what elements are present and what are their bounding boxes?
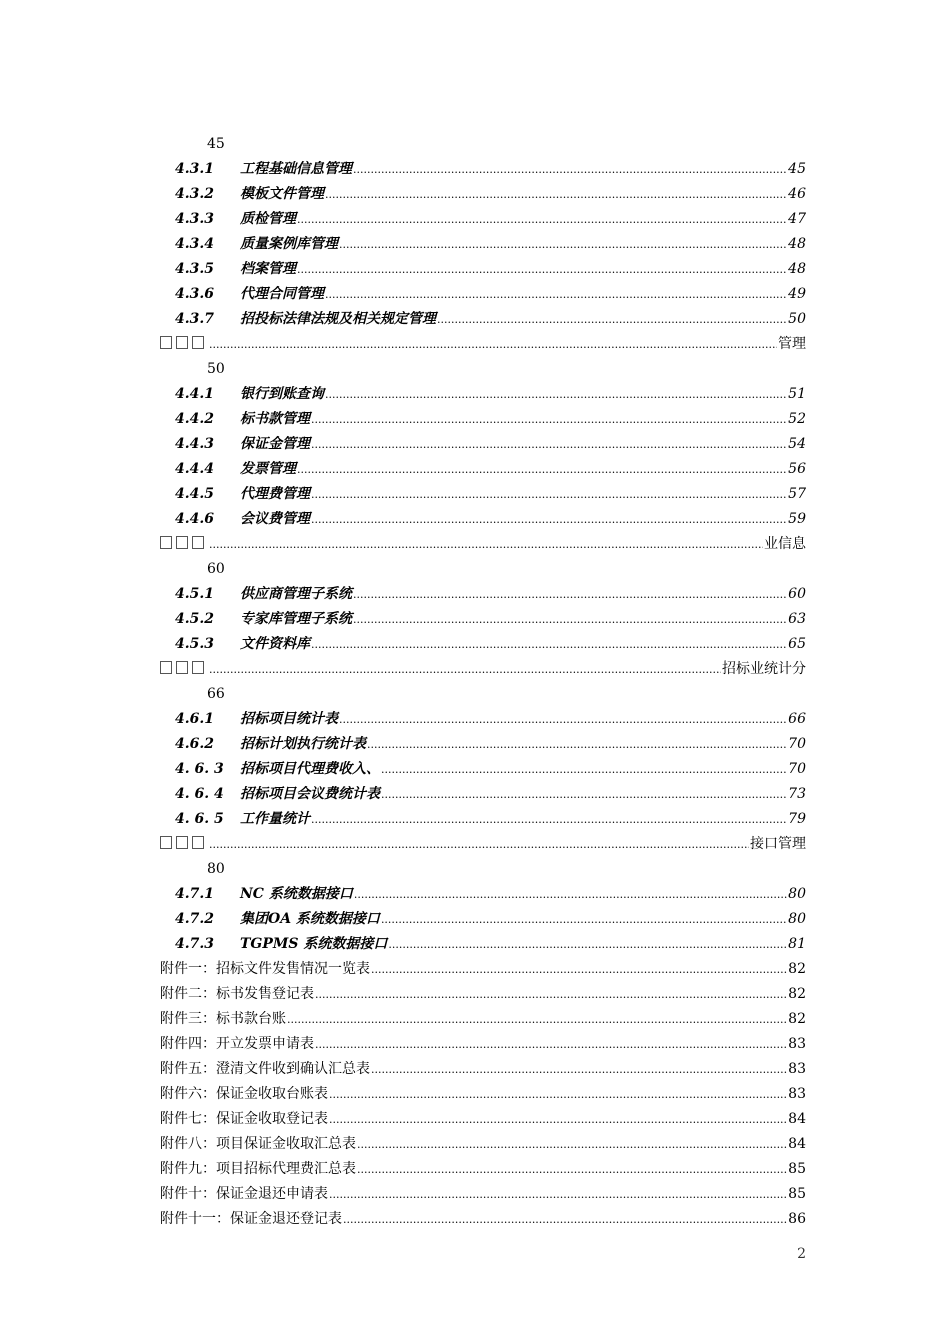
toc-entry-page: 45 (788, 161, 806, 177)
toc-dot-leader (315, 982, 787, 1007)
toc-entry-page: 70 (788, 736, 806, 752)
toc-row-sub[interactable] (160, 382, 806, 407)
toc-dot-leader (329, 1082, 787, 1107)
missing-glyph-box (160, 661, 172, 674)
toc-entry-title: 标书款管理 (240, 411, 310, 427)
toc-entry-page: 54 (788, 436, 806, 452)
missing-glyph-box (192, 336, 204, 349)
toc-annex-title: 附件二：标书发售登记表 (160, 986, 314, 1002)
toc-dot-leader (381, 782, 787, 807)
toc-row-sect[interactable] (160, 532, 806, 557)
toc-annex-title: 附件八：项目保证金收取汇总表 (160, 1136, 356, 1152)
toc-annex-title: 附件四：开立发票申请表 (160, 1036, 314, 1052)
toc-entry-page: 80 (788, 911, 806, 927)
toc-dot-leader (388, 932, 787, 957)
toc-entry-number: 4.4.1 (175, 386, 214, 402)
toc-row-annex[interactable] (160, 1207, 806, 1232)
toc-row-sub[interactable] (160, 257, 806, 282)
toc-row-sect[interactable] (160, 332, 806, 357)
toc-dot-leader (297, 457, 787, 482)
toc-dot-leader (325, 282, 787, 307)
toc-entry-title: 银行到账查询 (240, 386, 324, 402)
toc-row-sub[interactable] (160, 507, 806, 532)
toc-page-continuation: 50 (207, 361, 225, 377)
toc-row-sub[interactable] (160, 732, 806, 757)
toc-entry-page: 60 (788, 586, 806, 602)
toc-entry-title: 招标项目代理费收入、 (240, 761, 380, 777)
toc-dot-leader (209, 657, 721, 682)
toc-dot-leader (311, 432, 787, 457)
toc-dot-leader (437, 307, 787, 332)
toc-entry-title: 代理费管理 (240, 486, 310, 502)
toc-row-annex[interactable] (160, 1057, 806, 1082)
toc-section-title: 接口管理 (750, 836, 806, 852)
toc-section-title: 业信息 (764, 536, 806, 552)
toc-entry-page: 52 (788, 411, 806, 427)
toc-row-sub[interactable] (160, 282, 806, 307)
toc-row-sub[interactable] (160, 307, 806, 332)
toc-annex-page: 85 (788, 1186, 806, 1202)
missing-glyph-box (192, 661, 204, 674)
toc-dot-leader (353, 157, 787, 182)
toc-entry-page: 79 (788, 811, 806, 827)
toc-section-title: 管理 (778, 336, 806, 352)
toc-page-continuation: 45 (207, 136, 225, 152)
toc-entry-title: 招投标法律法规及相关规定管理 (240, 311, 436, 327)
toc-entry-number: 4.5.1 (175, 586, 214, 602)
toc-entry-title: 文件资料库 (240, 636, 310, 652)
toc-dot-leader (287, 1007, 787, 1032)
toc-entry-page: 66 (788, 711, 806, 727)
toc-row-sub[interactable] (160, 407, 806, 432)
toc-entry-page: 48 (788, 261, 806, 277)
toc-row-annex[interactable] (160, 982, 806, 1007)
toc-entry-number: 4.4.6 (175, 511, 214, 527)
toc-section-missing-glyphs (160, 532, 208, 557)
toc-entry-number: 4.3.4 (175, 236, 214, 252)
toc-annex-page: 85 (788, 1161, 806, 1177)
toc-entry-title: 招标计划执行统计表 (240, 736, 366, 752)
toc-dot-leader (367, 732, 787, 757)
toc-dot-leader (371, 957, 787, 982)
toc-row-sub[interactable] (160, 607, 806, 632)
toc-row-annex[interactable] (160, 1132, 806, 1157)
toc-entry-page: 49 (788, 286, 806, 302)
toc-entry-title: 保证金管理 (240, 436, 310, 452)
toc-entry-page: 48 (788, 236, 806, 252)
toc-entry-number: 4.4.3 (175, 436, 214, 452)
toc-entry-number: 4.6.1 (175, 711, 214, 727)
toc-dot-leader (354, 882, 787, 907)
toc-entry-number: 4.7.2 (175, 911, 214, 927)
missing-glyph-box (176, 536, 188, 549)
toc-dot-leader (209, 532, 763, 557)
toc-dot-leader (381, 907, 787, 932)
toc-row-sub[interactable] (160, 457, 806, 482)
toc-row-sect[interactable] (160, 657, 806, 682)
toc-annex-title: 附件六：保证金收取台账表 (160, 1086, 328, 1102)
toc-entry-number: 4.7.1 (175, 886, 214, 902)
toc-dot-leader (329, 1182, 787, 1207)
toc-annex-page: 83 (788, 1036, 806, 1052)
toc-annex-title: 附件十一：保证金退还登记表 (160, 1211, 342, 1227)
toc-row-pagecont[interactable] (160, 682, 806, 707)
toc-entry-page: 57 (788, 486, 806, 502)
toc-entry-title: 专家库管理子系统 (240, 611, 352, 627)
toc-dot-leader (329, 1107, 787, 1132)
page-number: 2 (797, 1246, 806, 1262)
toc-dot-leader (297, 207, 787, 232)
toc-dot-leader (311, 507, 787, 532)
missing-glyph-box (160, 536, 172, 549)
toc-entry-title: 发票管理 (240, 461, 296, 477)
toc-entry-page: 73 (788, 786, 806, 802)
toc-row-sub[interactable] (160, 907, 806, 932)
toc-entry-page: 65 (788, 636, 806, 652)
toc-row-sub[interactable] (160, 157, 806, 182)
toc-section-missing-glyphs (160, 332, 208, 357)
toc-entry-title: NC 系统数据接口 (240, 886, 353, 902)
toc-entry-number: 4.5.3 (175, 636, 214, 652)
toc-row-pagecont[interactable] (160, 357, 806, 382)
toc-row-annex[interactable] (160, 1007, 806, 1032)
missing-glyph-box (176, 661, 188, 674)
toc-entry-title: 质量案例库管理 (240, 236, 338, 252)
toc-entry-page: 59 (788, 511, 806, 527)
toc-dot-leader (315, 1032, 787, 1057)
toc-annex-page: 83 (788, 1086, 806, 1102)
toc-annex-page: 84 (788, 1111, 806, 1127)
toc-entry-number: 4.3.1 (175, 161, 214, 177)
missing-glyph-box (176, 336, 188, 349)
toc-entry-number: 4.3.6 (175, 286, 214, 302)
toc-row-annex[interactable] (160, 1107, 806, 1132)
toc-dot-leader (311, 807, 787, 832)
toc-annex-page: 82 (788, 961, 806, 977)
toc-entry-title: 招标项目统计表 (240, 711, 338, 727)
toc-section-title: 招标业统计分 (722, 661, 806, 677)
toc-entry-page: 51 (788, 386, 806, 402)
toc-row-sub[interactable] (160, 232, 806, 257)
toc-entry-page: 46 (788, 186, 806, 202)
toc-entry-title: 供应商管理子系统 (240, 586, 352, 602)
toc-entry-number: 4.3.5 (175, 261, 214, 277)
toc-row-annex[interactable] (160, 1182, 806, 1207)
toc-dot-leader (381, 757, 787, 782)
toc-annex-title: 附件十：保证金退还申请表 (160, 1186, 328, 1202)
toc-dot-leader (297, 257, 787, 282)
toc-dot-leader (209, 332, 777, 357)
toc-row-pagecont[interactable] (160, 857, 806, 882)
toc-dot-leader (339, 232, 787, 257)
toc-section-missing-glyphs (160, 657, 208, 682)
toc-row-pagecont[interactable] (160, 132, 806, 157)
toc-entry-title: 工程基础信息管理 (240, 161, 352, 177)
toc-row-sub[interactable] (160, 807, 806, 832)
toc-row-sub[interactable] (160, 482, 806, 507)
toc-dot-leader (371, 1057, 787, 1082)
toc-entry-number: 4.3.2 (175, 186, 214, 202)
toc-annex-page: 82 (788, 986, 806, 1002)
toc-page-continuation: 66 (207, 686, 225, 702)
toc-entry-title: 集团OA 系统数据接口 (240, 911, 380, 927)
toc-entry-title: 代理合同管理 (240, 286, 324, 302)
toc-dot-leader (353, 607, 787, 632)
toc-dot-leader (357, 1157, 787, 1182)
toc-row-annex[interactable] (160, 1032, 806, 1057)
toc-entry-title: 模板文件管理 (240, 186, 324, 202)
missing-glyph-box (160, 336, 172, 349)
toc-row-sub[interactable] (160, 207, 806, 232)
toc-annex-title: 附件七：保证金收取登记表 (160, 1111, 328, 1127)
toc-entry-number: 4.4.5 (175, 486, 214, 502)
toc-entry-page: 63 (788, 611, 806, 627)
toc-dot-leader (343, 1207, 787, 1232)
toc-annex-title: 附件五：澄清文件收到确认汇总表 (160, 1061, 370, 1077)
toc-page-continuation: 80 (207, 861, 225, 877)
toc-dot-leader (311, 632, 787, 657)
toc-row-sub[interactable] (160, 432, 806, 457)
toc-entry-page: 70 (788, 761, 806, 777)
toc-entry-number: 4. 6. 4 (175, 786, 224, 802)
toc-dot-leader (357, 1132, 787, 1157)
toc-annex-page: 86 (788, 1211, 806, 1227)
toc-entry-page: 50 (788, 311, 806, 327)
toc-row-sub[interactable] (160, 932, 806, 957)
missing-glyph-box (176, 836, 188, 849)
toc-row-annex[interactable] (160, 1082, 806, 1107)
toc-page-continuation: 60 (207, 561, 225, 577)
toc-row-annex[interactable] (160, 957, 806, 982)
toc-dot-leader (325, 182, 787, 207)
missing-glyph-box (192, 836, 204, 849)
toc-dot-leader (353, 582, 787, 607)
toc-entry-number: 4.5.2 (175, 611, 214, 627)
toc-row-sub[interactable] (160, 582, 806, 607)
toc-entry-number: 4.6.2 (175, 736, 214, 752)
toc-dot-leader (311, 482, 787, 507)
toc-annex-page: 83 (788, 1061, 806, 1077)
toc-annex-page: 82 (788, 1011, 806, 1027)
toc-entry-title: 档案管理 (240, 261, 296, 277)
missing-glyph-box (192, 536, 204, 549)
toc-entry-number: 4.3.3 (175, 211, 214, 227)
toc-row-sub[interactable] (160, 182, 806, 207)
toc-entry-number: 4. 6. 3 (175, 761, 224, 777)
toc-dot-leader (311, 407, 787, 432)
toc-entry-number: 4.4.4 (175, 461, 214, 477)
toc-entry-page: 81 (788, 936, 806, 952)
toc-entry-title: 质检管理 (240, 211, 296, 227)
toc-entry-number: 4.4.2 (175, 411, 214, 427)
toc-row-sub[interactable] (160, 782, 806, 807)
toc-annex-title: 附件三：标书款台账 (160, 1011, 286, 1027)
toc-entry-number: 4.3.7 (175, 311, 214, 327)
toc-row-sub[interactable] (160, 632, 806, 657)
toc-entry-number: 4. 6. 5 (175, 811, 224, 827)
toc-entry-title: 会议费管理 (240, 511, 310, 527)
toc-row-pagecont[interactable] (160, 557, 806, 582)
toc-section-missing-glyphs (160, 832, 208, 857)
toc-entry-page: 56 (788, 461, 806, 477)
toc-entry-title: TGPMS 系统数据接口 (240, 936, 388, 952)
toc-dot-leader (339, 707, 787, 732)
toc-entry-page: 80 (788, 886, 806, 902)
table-of-contents (160, 132, 806, 1232)
toc-row-sect[interactable] (160, 832, 806, 857)
toc-entry-page: 47 (788, 211, 806, 227)
toc-row-sub[interactable] (160, 757, 806, 782)
toc-annex-page: 84 (788, 1136, 806, 1152)
toc-entry-title: 招标项目会议费统计表 (240, 786, 380, 802)
toc-annex-title: 附件一：招标文件发售情况一览表 (160, 961, 370, 977)
toc-annex-title: 附件九：项目招标代理费汇总表 (160, 1161, 356, 1177)
toc-dot-leader (209, 832, 749, 857)
toc-row-sub[interactable] (160, 707, 806, 732)
toc-row-sub[interactable] (160, 882, 806, 907)
toc-entry-number: 4.7.3 (175, 936, 214, 952)
missing-glyph-box (160, 836, 172, 849)
toc-dot-leader (325, 382, 787, 407)
toc-row-annex[interactable] (160, 1157, 806, 1182)
toc-entry-title: 工作量统计 (240, 811, 310, 827)
